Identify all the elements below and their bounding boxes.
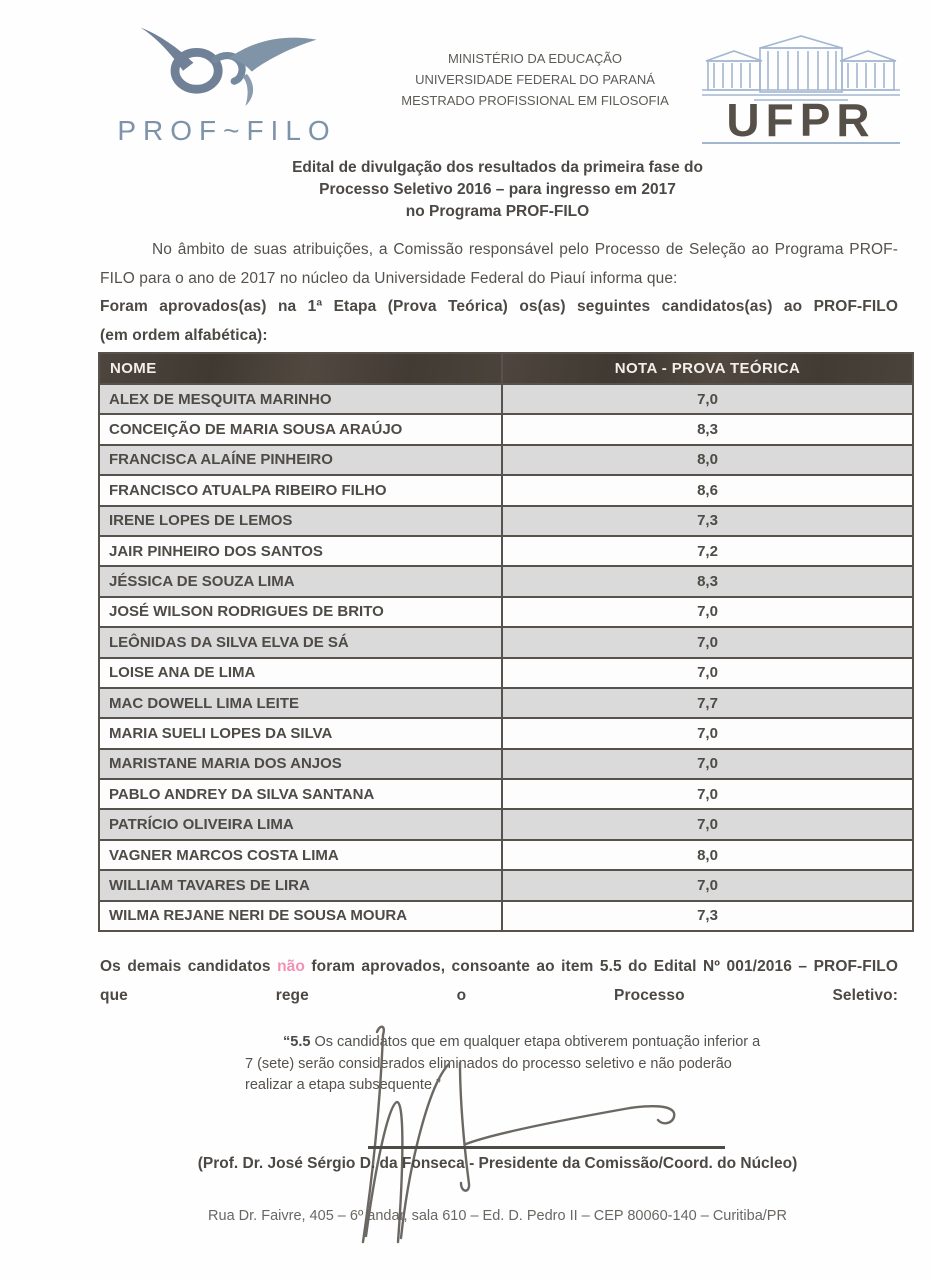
- quote-item-number: “5.5: [283, 1034, 311, 1050]
- score-cell: 7,0: [502, 779, 913, 809]
- candidate-name-cell: VAGNER MARCOS COSTA LIMA: [99, 840, 502, 870]
- rejection-text-part1: Os demais candidatos: [100, 958, 278, 975]
- results-table: [98, 352, 914, 932]
- table-row: [99, 414, 913, 444]
- score-cell: 7,7: [502, 688, 913, 718]
- candidate-name-cell: JOSÉ WILSON RODRIGUES DE BRITO: [99, 597, 502, 627]
- intro-paragraph: No âmbito de suas atribuições, a Comissão responsável pelo Processo de Seleção ao Programa PROF-FILO para o ano de 2017 no núcleo da Universidade Federal do Piauí informa que:: [100, 241, 898, 287]
- table-row: [99, 901, 913, 931]
- score-cell: 8,3: [502, 414, 913, 444]
- table-row: [99, 627, 913, 657]
- org-header-text: [345, 48, 725, 111]
- table-row: [99, 536, 913, 566]
- table-row: [99, 840, 913, 870]
- university-building-icon: [698, 32, 905, 146]
- prof-filo-wordmark: PROF~FILO: [117, 115, 337, 146]
- score-cell: 7,0: [502, 809, 913, 839]
- score-cell: 7,2: [502, 536, 913, 566]
- score-cell: 7,3: [502, 901, 913, 931]
- candidate-name-cell: JAIR PINHEIRO DOS SANTOS: [99, 536, 502, 566]
- candidate-name-cell: PABLO ANDREY DA SILVA SANTANA: [99, 779, 502, 809]
- rejection-text-part2: foram aprovados, consoante ao item 5.5 do Edital Nº 001/2016 – PROF-FILO que rege o Processo Seletivo:: [100, 958, 899, 1004]
- candidate-name-cell: LOISE ANA DE LIMA: [99, 658, 502, 688]
- candidate-name-cell: FRANCISCA ALAÍNE PINHEIRO: [99, 445, 502, 475]
- approved-line-1: Foram aprovados(as) na 1ª Etapa (Prova Teórica) os(as) seguintes candidatos(as) ao PROF-FILO: [100, 298, 898, 315]
- signature-caption: (Prof. Dr. José Sérgio D. da Fonseca - Presidente da Comissão/Coord. do Núcleo): [197, 1155, 798, 1172]
- candidate-name-cell: LEÔNIDAS DA SILVA ELVA DE SÁ: [99, 627, 502, 657]
- prof-filo-logo: [103, 26, 351, 147]
- org-line-ministry: MINISTÉRIO DA EDUCAÇÃO: [447, 51, 623, 66]
- score-cell: 7,0: [502, 749, 913, 779]
- candidate-name-cell: WILLIAM TAVARES DE LIRA: [99, 870, 502, 900]
- rejection-note: [100, 953, 898, 1010]
- candidate-name-cell: JÉSSICA DE SOUZA LIMA: [99, 566, 502, 596]
- score-cell: 7,0: [502, 870, 913, 900]
- score-cell: 8,0: [502, 840, 913, 870]
- document-title: [100, 157, 895, 223]
- column-header-nome: NOME: [99, 353, 502, 384]
- candidate-name-cell: MARISTANE MARIA DOS ANJOS: [99, 749, 502, 779]
- candidate-name-cell: MAC DOWELL LIMA LEITE: [99, 688, 502, 718]
- score-cell: 8,6: [502, 475, 913, 505]
- score-cell: 8,0: [502, 445, 913, 475]
- candidate-name-cell: PATRÍCIO OLIVEIRA LIMA: [99, 809, 502, 839]
- table-row: [99, 475, 913, 505]
- org-line-program: MESTRADO PROFISSIONAL EM FILOSOFIA: [401, 93, 669, 108]
- org-line-university: UNIVERSIDADE FEDERAL DO PARANÁ: [415, 72, 655, 87]
- ufpr-wordmark: UFPR: [726, 94, 876, 146]
- score-cell: 8,3: [502, 566, 913, 596]
- results-table-head: [99, 353, 913, 384]
- table-row: [99, 506, 913, 536]
- footer-address: Rua Dr. Faivre, 405 – 6º andar, sala 610 – Ed. D. Pedro II – CEP 80060-140 – Curitiba/PR: [208, 1208, 787, 1224]
- table-row: [99, 688, 913, 718]
- table-row: [99, 566, 913, 596]
- table-row: [99, 597, 913, 627]
- owl-glasses-icon: [111, 26, 343, 106]
- score-cell: 7,0: [502, 718, 913, 748]
- title-line-1: Edital de divulgação dos resultados da primeira fase do: [292, 159, 703, 176]
- table-row: [99, 870, 913, 900]
- signature-rule-line: [368, 1146, 725, 1149]
- approved-line-2: (em ordem alfabética):: [100, 326, 268, 344]
- candidate-name-cell: MARIA SUELI LOPES DA SILVA: [99, 718, 502, 748]
- table-row: [99, 445, 913, 475]
- table-row: [99, 749, 913, 779]
- approved-statement: [100, 293, 898, 350]
- candidate-name-cell: FRANCISCO ATUALPA RIBEIRO FILHO: [99, 475, 502, 505]
- score-cell: 7,3: [502, 506, 913, 536]
- title-line-2: Processo Seletivo 2016 – para ingresso em 2017: [319, 181, 676, 198]
- table-row: [99, 384, 913, 414]
- results-table-body: [99, 384, 913, 931]
- table-row: [99, 809, 913, 839]
- quote-body: Os candidatos que em qualquer etapa obtiverem pontuação inferior a 7 (sete) serão considerados eliminados do processo seletivo e não poderão realizar a etapa subsequente.”: [245, 1034, 761, 1093]
- score-cell: 7,0: [502, 384, 913, 414]
- rejection-highlight-nao: não: [277, 958, 305, 975]
- title-line-3: no Programa PROF-FILO: [405, 203, 590, 220]
- score-cell: 7,0: [502, 597, 913, 627]
- header-row: [99, 353, 913, 384]
- table-row: [99, 658, 913, 688]
- candidate-name-cell: ALEX DE MESQUITA MARINHO: [99, 384, 502, 414]
- candidate-name-cell: WILMA REJANE NERI DE SOUSA MOURA: [99, 901, 502, 931]
- candidate-name-cell: CONCEIÇÃO DE MARIA SOUSA ARAÚJO: [99, 414, 502, 444]
- score-cell: 7,0: [502, 658, 913, 688]
- table-row: [99, 779, 913, 809]
- table-row: [99, 718, 913, 748]
- column-header-nota: NOTA - PROVA TEÓRICA: [502, 353, 913, 384]
- score-cell: 7,0: [502, 627, 913, 657]
- ufpr-logo: [698, 32, 905, 151]
- candidate-name-cell: IRENE LOPES DE LEMOS: [99, 506, 502, 536]
